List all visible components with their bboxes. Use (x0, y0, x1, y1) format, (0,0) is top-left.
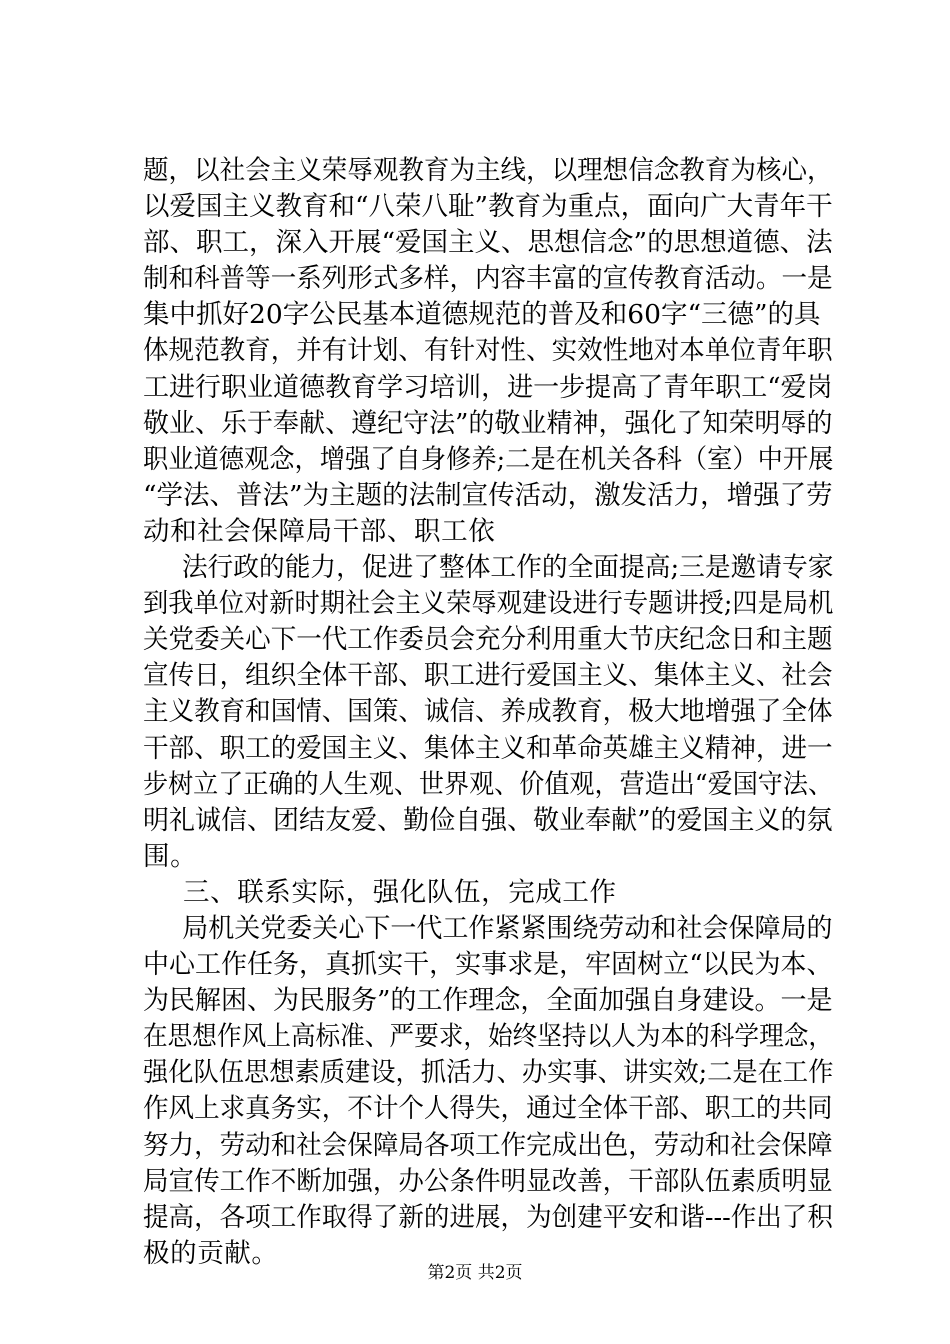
text-line: 法行政的能力，促进了整体工作的全面提高;三是邀请专家 (181, 552, 834, 584)
text-line: 极的贡献。 (143, 1237, 279, 1269)
text-line: 宣传日，组织全体干部、职工进行爱国主义、集体主义、社会 (143, 660, 833, 692)
text-line: 部、职工，深入开展“爱国主义、思想信念”的思想道德、法 (143, 227, 833, 259)
text-line: 局宣传工作不断加强，办公条件明显改善，干部队伍素质明显 (143, 1165, 833, 1197)
text-line: 集中抓好20字公民基本道德规范的普及和60字“三德”的具 (143, 299, 821, 331)
text-line: 干部、职工的爱国主义、集体主义和革命英雄主义精神，进一 (143, 732, 833, 764)
text-line: 作风上求真务实，不计个人得失，通过全体干部、职工的共同 (143, 1093, 833, 1125)
text-line: 明礼诚信、团结友爱、勤俭自强、敬业奉献”的爱国主义的氛 (143, 804, 833, 836)
text-line: 步树立了正确的人生观、世界观、价值观，营造出“爱国守法、 (143, 768, 834, 800)
text-line: 在思想作风上高标准、严要求，始终坚持以人为本的科学理念， (143, 1021, 833, 1053)
text-line: 以爱国主义教育和“八荣八耻”教育为重点，面向广大青年干 (143, 191, 833, 223)
text-line: 到我单位对新时期社会主义荣辱观建设进行专题讲授;四是局机 (143, 588, 834, 620)
text-line: 局机关党委关心下一代工作紧紧围绕劳动和社会保障局的 (182, 912, 833, 944)
text-line: 动和社会保障局干部、职工依 (143, 515, 496, 547)
text-line: 中心工作任务，真抓实干，实事求是，牢固树立“以民为本、 (143, 949, 833, 981)
text-line: 提高，各项工作取得了新的进展，为创建平安和谐---作出了积 (143, 1201, 833, 1233)
text-line: 为民解困、为民服务”的工作理念，全面加强自身建设。一是 (143, 985, 833, 1017)
text-line: 职业道德观念，增强了自身修养;二是在机关各科（室）中开展 (143, 443, 834, 475)
section-heading: 三、联系实际，强化队伍，完成工作 (183, 876, 617, 908)
text-line: 强化队伍思想素质建设，抓活力、办实事、讲实效;二是在工作 (143, 1057, 834, 1089)
text-line: 围。 (143, 840, 198, 872)
text-line: 关党委关心下一代工作委员会充分利用重大节庆纪念日和主题 (143, 624, 833, 656)
text-line: 题，以社会主义荣辱观教育为主线，以理想信念教育为核心， (143, 155, 833, 186)
text-line: 主义教育和国情、国策、诚信、养成教育，极大地增强了全体 (143, 696, 833, 728)
page-footer: 第2页 共2页 (427, 1263, 523, 1283)
text-line: “学法、普法”为主题的法制宣传活动，激发活力，增强了劳 (143, 479, 833, 511)
text-line: 工进行职业道德教育学习培训，进一步提高了青年职工“爱岗 (143, 371, 833, 403)
text-line: 敬业、乐于奉献、遵纪守法”的敬业精神，强化了知荣明辱的 (143, 407, 833, 439)
text-line: 体规范教育，并有计划、有针对性、实效性地对本单位青年职 (143, 335, 833, 367)
text-line: 制和科普等一系列形式多样，内容丰富的宣传教育活动。一是 (143, 263, 833, 295)
text-line: 努力，劳动和社会保障局各项工作完成出色，劳动和社会保障 (143, 1129, 833, 1161)
body-text (143, 153, 833, 1272)
